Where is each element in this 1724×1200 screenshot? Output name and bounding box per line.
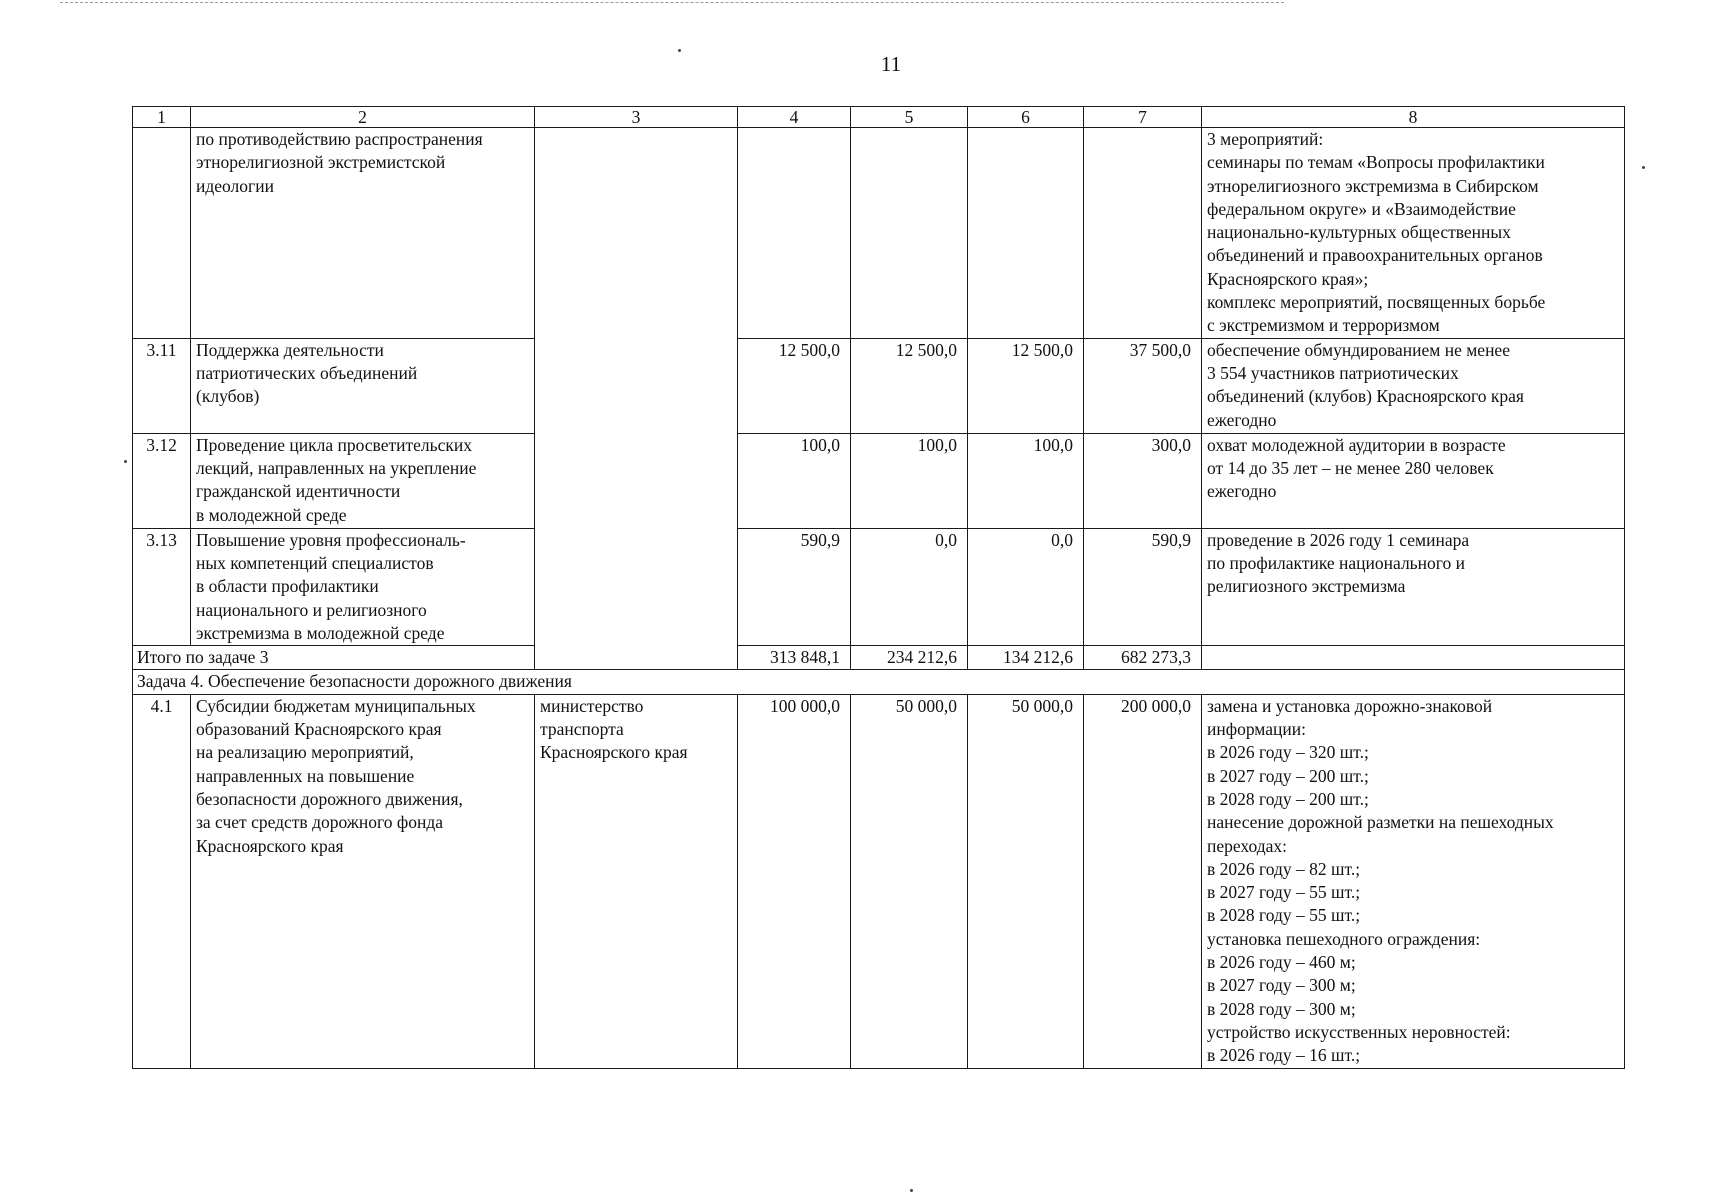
scan-speck xyxy=(124,460,127,463)
total-label: Итого по задаче 3 xyxy=(133,646,535,670)
text-line: Поддержка деятельности xyxy=(196,339,384,360)
text-line: министерство xyxy=(540,695,644,716)
text-line: религиозного экстремизма xyxy=(1207,576,1406,597)
text-line: в 2026 году – 320 шт.; xyxy=(1207,742,1369,763)
text-line: Красноярского края xyxy=(540,742,688,763)
text-line: установка пешеходного ограждения: xyxy=(1207,928,1481,949)
text-line: ных компетенций специалистов xyxy=(196,552,434,573)
table-row xyxy=(133,433,1625,528)
activity-name xyxy=(191,128,535,339)
scan-speck xyxy=(678,49,681,52)
text-line: по противодействию распространения xyxy=(196,129,483,149)
text-line: лекций, направленных на укрепление xyxy=(196,457,477,478)
text-line: устройство искусственных неровностей: xyxy=(1207,1021,1511,1042)
text-line: Красноярского края xyxy=(196,835,344,856)
text-line: в 2026 году – 16 шт.; xyxy=(1207,1045,1361,1066)
activity-name xyxy=(191,528,535,645)
table-row xyxy=(133,338,1625,433)
row-index: 3.12 xyxy=(133,433,191,528)
value-col6: 0,0 xyxy=(968,528,1084,645)
text-line: экстремизма в молодежной среде xyxy=(196,622,445,643)
row-index: 3.11 xyxy=(133,338,191,433)
value-col4: 100 000,0 xyxy=(738,694,851,1068)
row-index: 3.13 xyxy=(133,528,191,645)
text-line: этнорелигиозной экстремистской xyxy=(196,152,446,173)
text-line: патриотических объединений xyxy=(196,362,418,383)
scan-speck xyxy=(1642,166,1645,169)
value-col5: 0,0 xyxy=(851,528,968,645)
text-line: в молодежной среде xyxy=(196,504,347,525)
text-line: в 2028 году – 200 шт.; xyxy=(1207,788,1369,809)
scan-speck xyxy=(910,1189,913,1192)
value-col5: 50 000,0 xyxy=(851,694,968,1068)
text-line: этнорелигиозного экстремизма в Сибирском xyxy=(1207,175,1539,196)
text-line: на реализацию мероприятий, xyxy=(196,742,414,763)
total-col5: 234 212,6 xyxy=(851,646,968,670)
header-cell-1: 1 xyxy=(133,107,191,128)
text-line: с экстремизмом и терроризмом xyxy=(1207,315,1440,336)
total-col7: 682 273,3 xyxy=(1084,646,1202,670)
text-line: (клубов) xyxy=(196,386,260,407)
text-line: образований Красноярского края xyxy=(196,719,442,740)
total-col6: 134 212,6 xyxy=(968,646,1084,670)
text-line: в 2026 году – 460 м; xyxy=(1207,952,1356,973)
total-result-cell xyxy=(1202,646,1625,670)
text-line: Проведение цикла просветительских xyxy=(196,434,473,455)
text-line: безопасности дорожного движения, xyxy=(196,788,463,809)
text-line: в 2027 году – 55 шт.; xyxy=(1207,882,1361,903)
result-cell xyxy=(1202,694,1625,1068)
result-cell xyxy=(1202,433,1625,528)
text-line: направленных на повышение xyxy=(196,765,415,786)
text-line: объединений и правоохранительных органов xyxy=(1207,245,1543,266)
text-line: транспорта xyxy=(540,719,624,740)
text-line: 3 мероприятий: xyxy=(1207,129,1324,149)
value-col4: 12 500,0 xyxy=(738,338,851,433)
result-cell xyxy=(1202,128,1625,339)
value-col7: 590,9 xyxy=(1084,528,1202,645)
row-index: 4.1 xyxy=(133,694,191,1068)
text-line: национального и религиозного xyxy=(196,599,427,620)
text-line: информации: xyxy=(1207,719,1306,740)
table-row xyxy=(133,694,1625,1068)
section-title: Задача 4. Обеспечение безопасности дорожного движения xyxy=(133,670,1625,694)
value-col5: 100,0 xyxy=(851,433,968,528)
text-line: Субсидии бюджетам муниципальных xyxy=(196,695,476,716)
value-col7 xyxy=(1084,128,1202,339)
text-line: в 2028 году – 55 шт.; xyxy=(1207,905,1361,926)
row-index xyxy=(133,128,191,339)
section-row xyxy=(133,670,1625,694)
header-cell-5: 5 xyxy=(851,107,968,128)
executor-cell xyxy=(535,128,738,670)
text-line: в 2028 году – 300 м; xyxy=(1207,998,1356,1019)
text-line: от 14 до 35 лет – не менее 280 человек xyxy=(1207,457,1494,478)
program-table xyxy=(132,106,1625,1069)
table-row xyxy=(133,528,1625,645)
text-line: комплекс мероприятий, посвященных борьбе xyxy=(1207,292,1546,313)
total-col4: 313 848,1 xyxy=(738,646,851,670)
scan-edge-line xyxy=(60,2,1284,3)
value-col4: 100,0 xyxy=(738,433,851,528)
result-cell xyxy=(1202,338,1625,433)
header-cell-2: 2 xyxy=(191,107,535,128)
text-line: Красноярского края»; xyxy=(1207,268,1369,289)
text-line: ежегодно xyxy=(1207,481,1277,502)
activity-name xyxy=(191,433,535,528)
value-col7: 200 000,0 xyxy=(1084,694,1202,1068)
text-line: национально-культурных общественных xyxy=(1207,222,1511,243)
text-line: в 2027 году – 200 шт.; xyxy=(1207,765,1369,786)
text-line: в 2027 году – 300 м; xyxy=(1207,975,1356,996)
text-line: ежегодно xyxy=(1207,409,1277,430)
text-line: переходах: xyxy=(1207,835,1288,856)
text-line: в 2026 году – 82 шт.; xyxy=(1207,858,1361,879)
value-col4 xyxy=(738,128,851,339)
text-line: Повышение уровня профессиональ- xyxy=(196,529,466,550)
header-cell-8: 8 xyxy=(1202,107,1625,128)
value-col7: 300,0 xyxy=(1084,433,1202,528)
total-row xyxy=(133,646,1625,670)
value-col6: 12 500,0 xyxy=(968,338,1084,433)
text-line: по профилактике национального и xyxy=(1207,552,1466,573)
text-line: объединений (клубов) Красноярского края xyxy=(1207,386,1524,407)
text-line: проведение в 2026 году 1 семинара xyxy=(1207,529,1470,550)
text-line: обеспечение обмундированием не менее xyxy=(1207,339,1510,360)
activity-name xyxy=(191,694,535,1068)
value-col7: 37 500,0 xyxy=(1084,338,1202,433)
text-line: идеологии xyxy=(196,175,274,196)
header-row xyxy=(133,107,1625,128)
table-row xyxy=(133,128,1625,339)
header-cell-7: 7 xyxy=(1084,107,1202,128)
value-col6: 100,0 xyxy=(968,433,1084,528)
result-cell xyxy=(1202,528,1625,645)
text-line: за счет средств дорожного фонда xyxy=(196,812,443,833)
page-number: 11 xyxy=(880,52,902,76)
text-line: гражданской идентичности xyxy=(196,481,401,502)
activity-name xyxy=(191,338,535,433)
text-line: нанесение дорожной разметки на пешеходных xyxy=(1207,812,1554,833)
text-line: в области профилактики xyxy=(196,576,379,597)
text-line: охват молодежной аудитории в возрасте xyxy=(1207,434,1506,455)
header-cell-3: 3 xyxy=(535,107,738,128)
value-col5 xyxy=(851,128,968,339)
header-cell-4: 4 xyxy=(738,107,851,128)
value-col5: 12 500,0 xyxy=(851,338,968,433)
value-col4: 590,9 xyxy=(738,528,851,645)
header-cell-6: 6 xyxy=(968,107,1084,128)
text-line: федеральном округе» и «Взаимодействие xyxy=(1207,198,1516,219)
text-line: семинары по темам «Вопросы профилактики xyxy=(1207,152,1545,173)
value-col6: 50 000,0 xyxy=(968,694,1084,1068)
text-line: замена и установка дорожно-знаковой xyxy=(1207,695,1493,716)
text-line: 3 554 участников патриотических xyxy=(1207,362,1459,383)
executor-cell xyxy=(535,694,738,1068)
value-col6 xyxy=(968,128,1084,339)
